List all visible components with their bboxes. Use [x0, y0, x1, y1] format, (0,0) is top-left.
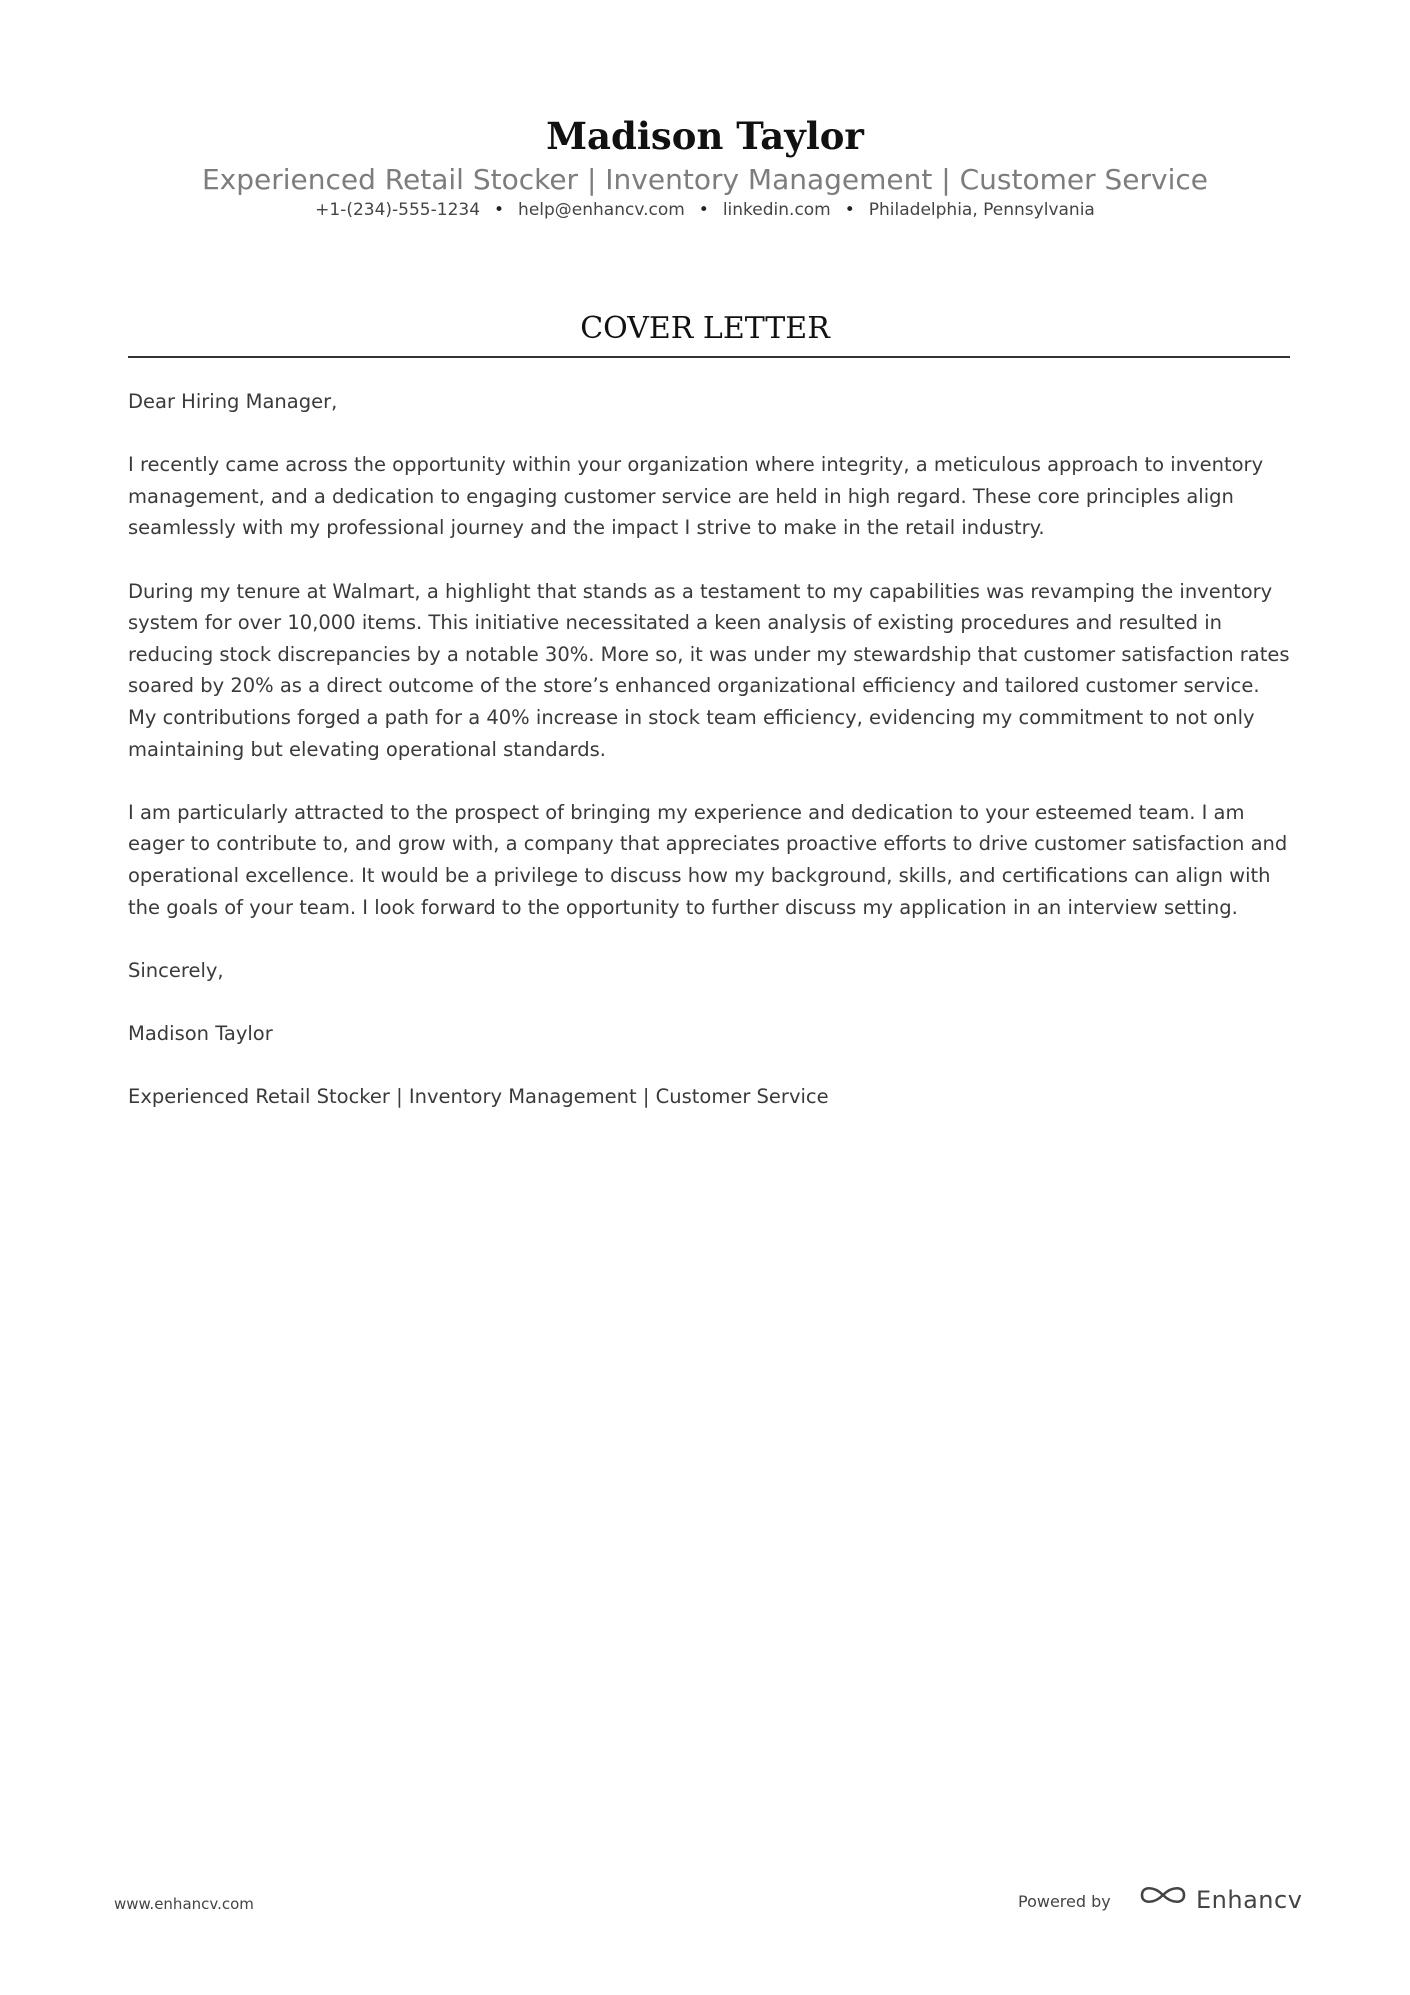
- section-divider: [128, 356, 1290, 358]
- contact-email[interactable]: help@enhancv.com: [518, 200, 685, 220]
- signature-name: Madison Taylor: [128, 1021, 273, 1045]
- applicant-name: Madison Taylor: [546, 114, 864, 158]
- contact-separator: •: [698, 200, 709, 220]
- letter-paragraph: I recently came across the opportunity within your organization where integrity, a meticulous approach to inventory management, and a dedication to engaging customer service are held in high regard. These core principles align seamlessly with my professional journey and the impact I strive to make in the retail industry.: [128, 453, 1264, 540]
- enhancv-logo-icon: [1138, 1880, 1188, 1910]
- enhancv-brand-name: Enhancv: [1196, 1886, 1303, 1914]
- contact-phone: +1-(234)-555-1234: [315, 200, 481, 220]
- contact-location: Philadelphia, Pennsylvania: [868, 200, 1095, 220]
- letter-paragraph: During my tenure at Walmart, a highlight that stands as a testament to my capabilities was revamping the inventory system for over 10,000 items. This initiative necessitated a keen analysis of existing procedures and resulted in reducing stock discrepancies by a notable 30%. More so, it was under my stewardship that customer satisfaction rates soared by 20% as a direct outcome of the store’s enhanced organizational efficiency and tailored customer service. My contributions forged a path for a 40% increase in stock team efficiency, evidencing my commitment to not only maintaining but elevating operational standards.: [128, 579, 1290, 761]
- signature-title: Experienced Retail Stocker | Inventory Management | Customer Service: [128, 1085, 829, 1109]
- letter-closing: Sincerely,: [128, 958, 224, 982]
- applicant-title: Experienced Retail Stocker | Inventory Management | Customer Service: [201, 163, 1209, 196]
- contact-linkedin[interactable]: linkedin.com: [722, 200, 831, 220]
- letter-body: [128, 386, 1290, 1144]
- contact-info: [0, 198, 1410, 222]
- powered-by-label: Powered by: [1018, 1892, 1111, 1911]
- letter-salutation: Dear Hiring Manager,: [128, 390, 338, 413]
- section-heading: COVER LETTER: [580, 311, 830, 346]
- contact-separator: •: [494, 200, 505, 220]
- contact-separator: •: [844, 200, 855, 220]
- footer-url[interactable]: www.enhancv.com: [114, 1895, 254, 1913]
- letter-paragraph: I am particularly attracted to the prospect of bringing my experience and dedication to your esteemed team. I am eager to contribute to, and grow with, a company that appreciates proactive efforts to drive customer satisfaction and operational excellence. It would be a privilege to discuss how my background, skills, and certifications can align with the goals of your team. I look forward to the opportunity to further discuss my application in an interview setting.: [128, 800, 1288, 919]
